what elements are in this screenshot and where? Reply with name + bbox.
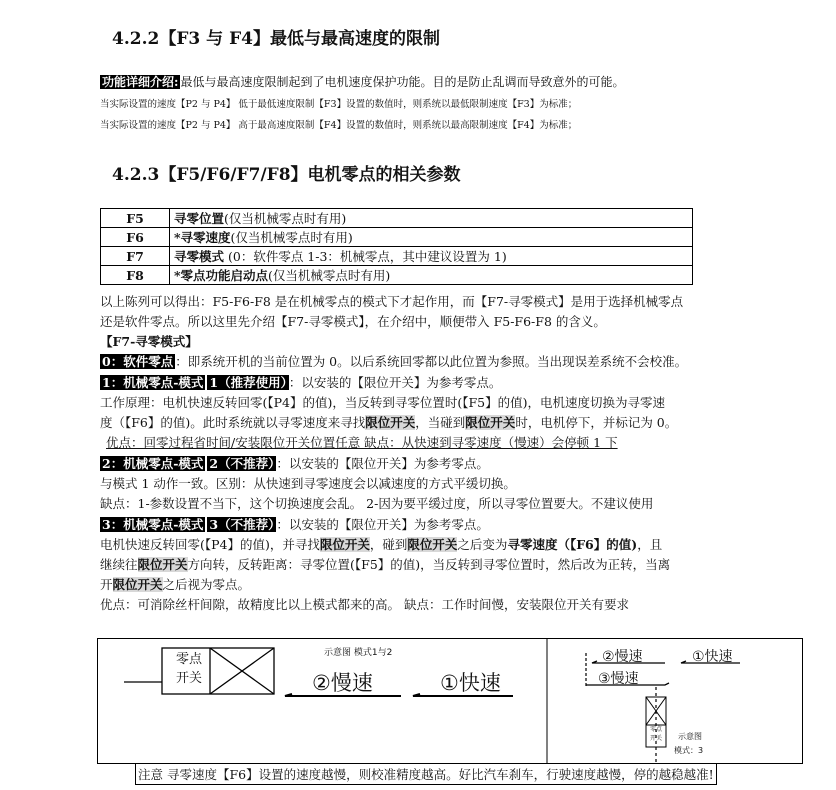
switch-line-2: 开关 bbox=[175, 671, 202, 686]
summary-line-1: 以上陈列可以得出：F5-F6-F8 是在机械零点的模式下才起作用，而【F7-寻零模式】是用于选择机械零点 bbox=[100, 294, 684, 309]
small-switch-line-2: 开关 bbox=[649, 735, 662, 742]
schematic-diagram bbox=[97, 638, 803, 764]
mode-2-line bbox=[100, 455, 489, 473]
slow-3-label: ③慢速 bbox=[598, 671, 639, 687]
text: 电机快速反转回零(【P4】的值)，并寻找 bbox=[100, 537, 320, 552]
limit-switch-highlight: 限位开关 bbox=[112, 577, 163, 592]
mode-0-line bbox=[100, 353, 687, 371]
mode-2-text: ：以安装的【限位开关】为参考零点。 bbox=[276, 456, 489, 471]
mode-1-text: ：以安装的【限位开关】为参考零点。 bbox=[288, 375, 502, 390]
parameter-table bbox=[100, 208, 693, 285]
intro-tag: 功能详细介绍: bbox=[102, 75, 179, 89]
mode-3-desc-3 bbox=[100, 576, 250, 594]
section-4-2-3-heading bbox=[112, 160, 461, 185]
mode-2-tag-rec: 2（不推荐） bbox=[209, 456, 275, 471]
slow-speed-label: ②慢速 bbox=[312, 671, 373, 695]
switch-line-1: 零点 bbox=[175, 652, 202, 667]
param-note: (仅当机械零点时有用) bbox=[230, 230, 353, 245]
mode-1-pros-cons: 优点：回零过程省时间/安装限位开关位置任意 缺点：从快速到寻零速度（慢速）会停顿 1 下 bbox=[106, 435, 618, 450]
mode-3-pros-cons: 优点：可消除丝杆间隙，故精度比以上模式都来的高。 缺点：工作时间慢，安装限位开关有要求 bbox=[100, 597, 629, 612]
limit-switch-highlight: 限位开关 bbox=[319, 537, 370, 552]
param-note: (0：软件零点 1-3：机械零点，其中建议设置为 1) bbox=[224, 249, 507, 264]
text: 开 bbox=[100, 577, 113, 592]
small-switch-label bbox=[646, 725, 666, 743]
text: 之后变为 bbox=[457, 537, 508, 552]
diagram-right-mode: 模式：3 bbox=[674, 746, 704, 755]
limit-switch-highlight: 限位开关 bbox=[365, 415, 416, 430]
min-speed-rule: 当实际设置的速度【P2 与 P4】 低于最低速度限制【F3】设置的数值时，则系统以最低限制速度【F3】为标准； bbox=[100, 99, 578, 110]
param-desc bbox=[170, 247, 693, 266]
param-name: *零点功能启动点 bbox=[174, 268, 269, 283]
limit-switch-highlight: 限位开关 bbox=[137, 557, 188, 572]
table-row bbox=[101, 266, 693, 285]
mode-3-tag-rec: 3（不推荐） bbox=[209, 517, 275, 532]
text: 时，电机停下，并标记为 0。 bbox=[515, 415, 678, 430]
param-desc bbox=[170, 266, 693, 285]
param-name: 寻零位置 bbox=[174, 211, 225, 226]
mode-3-tag: 3：机械零点-模式 bbox=[102, 517, 204, 532]
section-4-2-2-heading bbox=[112, 24, 440, 49]
param-note: (仅当机械零点时有用) bbox=[224, 211, 347, 226]
working-line-1: 工作原理：电机快速反转回零(【P4】的值)，当反转到寻零位置时(【F5】的值)，电机速度切换为寻零速 bbox=[100, 395, 665, 410]
section-number: 4.2.2 bbox=[112, 29, 160, 49]
slow-2-label: ②慢速 bbox=[602, 649, 643, 665]
mode-0-tag: 0：软件零点 bbox=[102, 354, 174, 369]
limit-switch-highlight: 限位开关 bbox=[407, 537, 458, 552]
mode-1-tag: 1：机械零点-模式 bbox=[102, 375, 204, 390]
small-switch-line-1: 零点 bbox=[649, 726, 662, 733]
max-speed-rule: 当实际设置的速度【P2 与 P4】 高于最高速度限制【F4】设置的数值时，则系统以最高限制速度【F4】为标准； bbox=[100, 120, 578, 131]
section-number: 4.2.3 bbox=[112, 165, 160, 185]
mode-3-line bbox=[100, 516, 489, 534]
mode-3-desc-1 bbox=[100, 536, 662, 554]
diagram-left-title: 示意图 模式1与2 bbox=[324, 648, 393, 658]
table-row bbox=[101, 228, 693, 247]
section-title: 【F3 与 F4】最低与最高速度的限制 bbox=[159, 29, 440, 49]
fast-speed-label: ①快速 bbox=[440, 671, 501, 695]
param-desc bbox=[170, 228, 693, 247]
param-code: F8 bbox=[101, 266, 170, 285]
param-name: *寻零速度 bbox=[174, 230, 231, 245]
zero-switch-label bbox=[168, 650, 210, 688]
param-code: F7 bbox=[101, 247, 170, 266]
diagram-right-title: 示意图 bbox=[678, 732, 702, 741]
mode-2-desc: 与模式 1 动作一致。区别：从快速到寻零速度会以减速度的方式平缓切换。 bbox=[100, 476, 516, 491]
f7-heading: 【F7-寻零模式】 bbox=[100, 334, 198, 349]
param-code: F5 bbox=[101, 209, 170, 228]
param-note: (仅当机械零点时有用) bbox=[268, 268, 391, 283]
calibration-note: 注意 寻零速度【F6】设置的速度越慢，则校准精度越高。好比汽车刹车，行驶速度越慢，停的越稳越准! bbox=[135, 763, 717, 785]
mode-2-tag: 2：机械零点-模式 bbox=[102, 456, 204, 471]
summary-line-2: 还是软件零点。所以这里先介绍【F7-寻零模式】，在介绍中，顺便带入 F5-F6-F8 的含义。 bbox=[100, 314, 606, 329]
intro-text: 最低与最高速度限制起到了电机速度保护功能。目的是防止乱调而导致意外的可能。 bbox=[180, 75, 625, 89]
param-code: F6 bbox=[101, 228, 170, 247]
param-desc bbox=[170, 209, 693, 228]
text: 之后视为零点。 bbox=[162, 577, 251, 592]
section-title: 【F5/F6/F7/F8】电机零点的相关参数 bbox=[159, 165, 461, 185]
mode-1-tag-rec: 1（推荐使用） bbox=[209, 375, 287, 390]
mode-3-desc-2 bbox=[100, 556, 670, 574]
mode-0-text: ：即系统开机的当前位置为 0。以后系统回零都以此位置为参照。当出现误差系统不会校准。 bbox=[175, 354, 688, 369]
fast-1-label: ①快速 bbox=[692, 649, 733, 665]
text: 度（【F6】的值)。此时系统就以寻零速度来寻找 bbox=[100, 415, 366, 430]
param-name: 寻零模式 bbox=[174, 249, 225, 264]
text: 继续往 bbox=[100, 557, 138, 572]
table-row bbox=[101, 247, 693, 266]
mode-1-line bbox=[100, 374, 501, 392]
text: ，且 bbox=[637, 537, 663, 552]
table-row bbox=[101, 209, 693, 228]
mode-2-cons: 缺点：1-参数设置不当下，这个切换速度会乱。 2-因为要平缓过度，所以寻零位置要大。不建议使用 bbox=[100, 496, 654, 511]
zero-speed-bold: 寻零速度（【F6】的值) bbox=[507, 537, 638, 552]
text: ，当碰到 bbox=[415, 415, 466, 430]
mode-3-text: ：以安装的【限位开关】为参考零点。 bbox=[276, 517, 489, 532]
text: ，碰到 bbox=[369, 537, 408, 552]
working-line-2 bbox=[100, 414, 677, 432]
text: 方向转，反转距离：寻零位置(【F5】的值)，当反转到寻零位置时，然后改为正转，当离 bbox=[187, 557, 671, 572]
limit-switch-highlight: 限位开关 bbox=[465, 415, 516, 430]
intro-paragraph bbox=[100, 73, 624, 91]
